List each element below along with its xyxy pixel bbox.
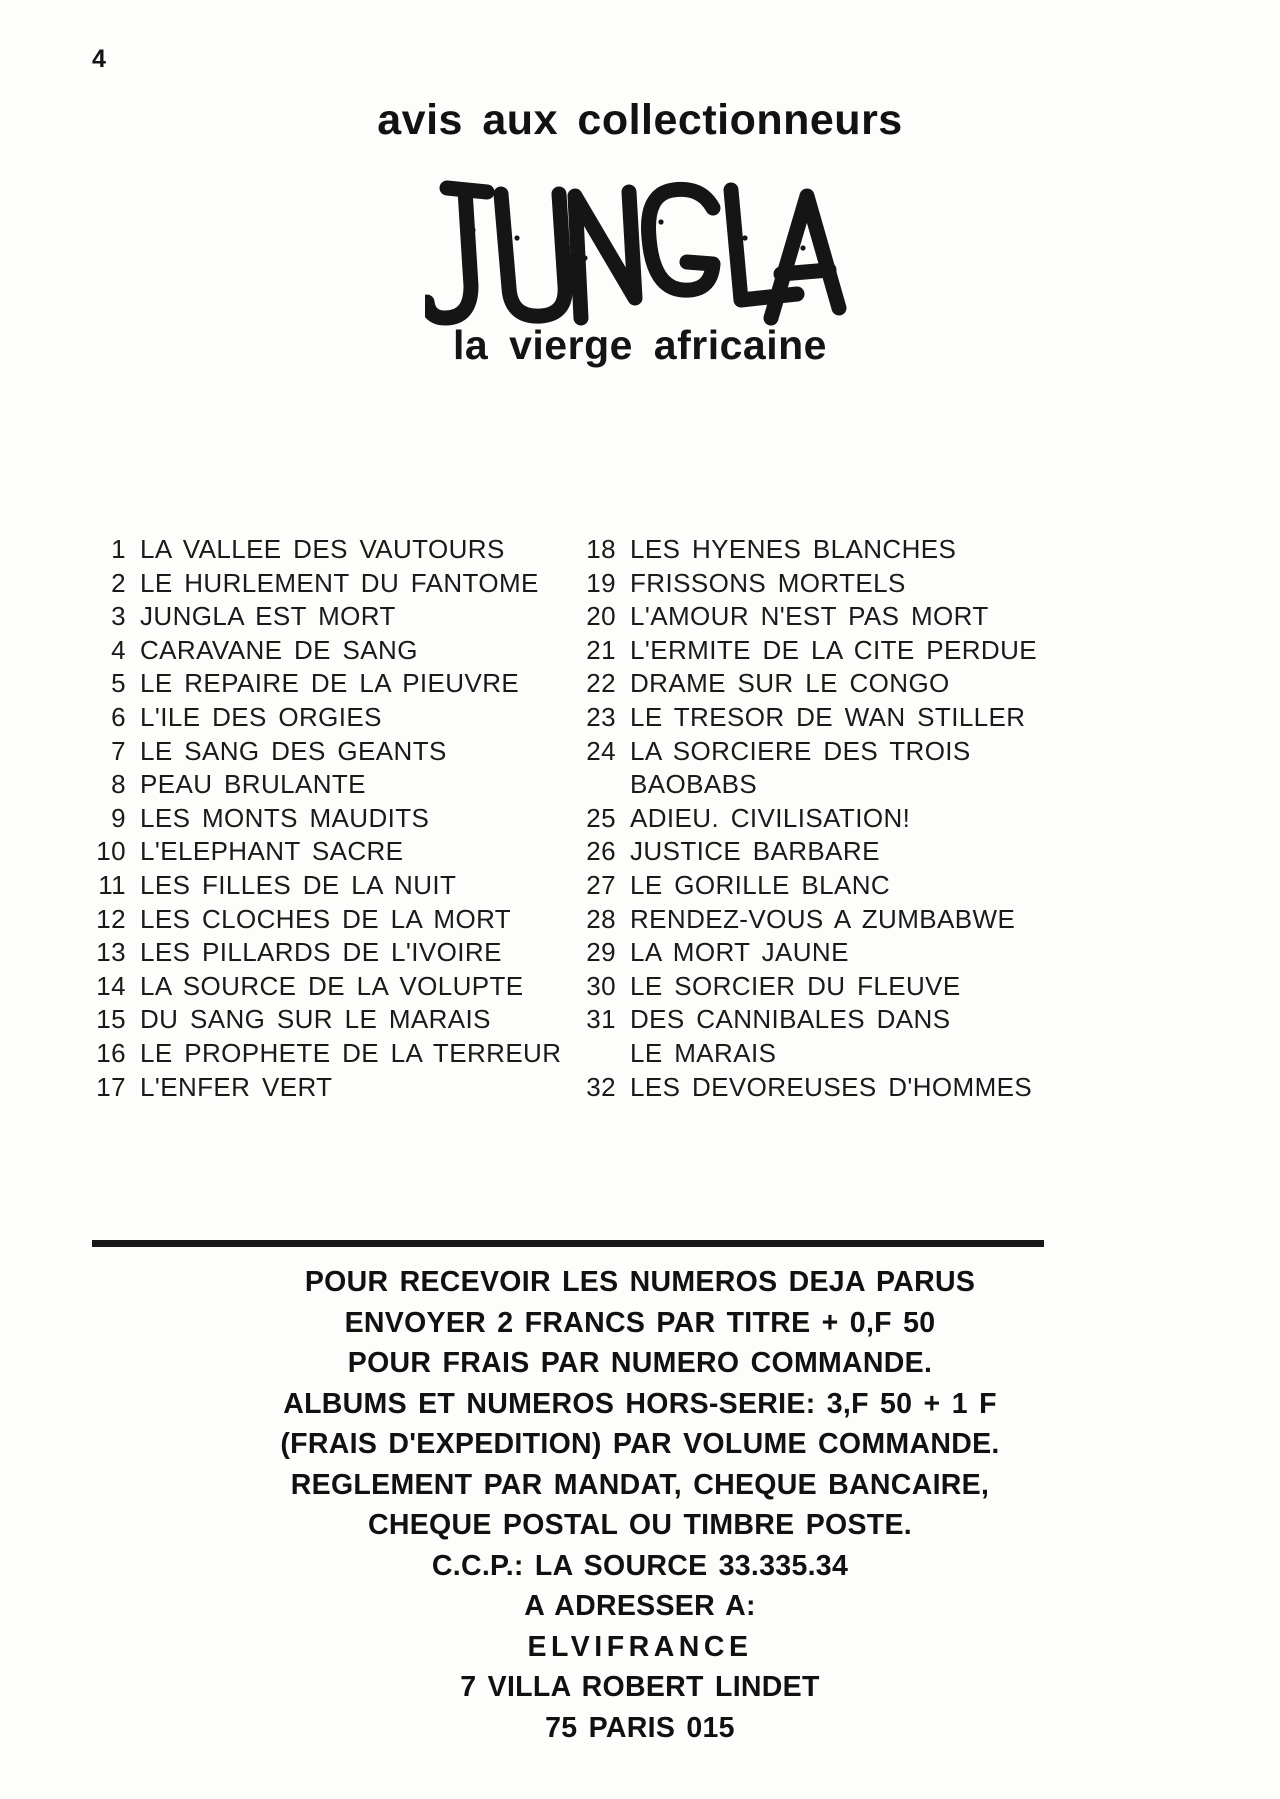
catalog-entry-number: 30	[586, 970, 616, 1001]
catalog-entry-title: DU SANG SUR LE MARAIS	[140, 1004, 491, 1035]
catalog-entry-number: 28	[586, 903, 616, 934]
catalog-entry	[88, 1003, 578, 1037]
catalog-entry	[578, 533, 1058, 567]
catalog-entry	[578, 667, 1058, 701]
catalog-entry	[578, 835, 1058, 869]
catalog-entry-title: LA VALLEE DES VAUTOURS	[140, 534, 505, 564]
catalog-entry-number: 19	[586, 567, 616, 598]
catalog-entry-number: 14	[96, 970, 126, 1001]
page-title: avis aux collectionneurs	[377, 96, 903, 144]
catalog-entry-title: L'ERMITE DE LA CITE PERDUE	[630, 634, 1038, 665]
catalog-entry	[88, 600, 578, 634]
catalog-entry-number: 31	[586, 1004, 616, 1035]
catalog-entry-number: 7	[111, 735, 126, 766]
catalog-entry-number: 9	[111, 802, 126, 833]
catalog-entry-title: LE HURLEMENT DU FANTOME	[140, 567, 539, 598]
catalog-entry	[578, 1003, 1058, 1037]
catalog-entry-number: 29	[586, 937, 616, 968]
catalog-list	[88, 533, 1088, 1104]
catalog-entry-title: L'AMOUR N'EST PAS MORT	[630, 601, 989, 632]
catalog-entry	[578, 567, 1058, 601]
catalog-entry-number: 32	[586, 1071, 616, 1102]
catalog-entry-number: 6	[111, 701, 126, 732]
catalog-entry	[88, 567, 578, 601]
catalog-entry-title: RENDEZ-VOUS A ZUMBABWE	[630, 903, 1016, 934]
catalog-entry	[88, 1037, 578, 1071]
catalog-entry	[578, 903, 1058, 937]
page-subtitle: la vierge africaine	[453, 322, 827, 368]
catalog-entry-title: DES CANNIBALES DANS	[630, 1004, 951, 1035]
catalog-entry-number: 17	[96, 1071, 126, 1102]
catalog-entry-number: 5	[111, 668, 126, 699]
catalog-entry-title: LES HYENES BLANCHES	[630, 534, 957, 564]
order-info-line: ENVOYER 2 FRANCS PAR TITRE + 0,F 50	[344, 1306, 936, 1339]
page-number: 4	[92, 45, 106, 73]
catalog-entry-number: 27	[586, 869, 616, 900]
catalog-entry	[578, 768, 1058, 802]
catalog-entry-title: CARAVANE DE SANG	[140, 634, 418, 665]
catalog-entry	[578, 970, 1058, 1004]
catalog-entry-title: LE MARAIS	[630, 1037, 777, 1068]
catalog-entry	[88, 903, 578, 937]
order-info-line: CHEQUE POSTAL OU TIMBRE POSTE.	[367, 1509, 913, 1541]
order-info-line: 75 PARIS 015	[545, 1711, 735, 1744]
catalog-entry-number: 3	[111, 601, 126, 632]
catalog-entry-title: ADIEU. CIVILISATION!	[630, 802, 911, 833]
order-info-line: POUR FRAIS PAR NUMERO COMMANDE.	[347, 1347, 933, 1379]
catalog-entry-title: L'ELEPHANT SACRE	[140, 836, 404, 867]
catalog-entry-title: LES DEVOREUSES D'HOMMES	[630, 1071, 1033, 1102]
catalog-entry	[88, 667, 578, 701]
catalog-entry-number: 13	[96, 937, 126, 968]
catalog-entry	[88, 768, 578, 802]
order-info-line: C.C.P.: LA SOURCE 33.335.34	[431, 1549, 849, 1582]
catalog-entry-number: 16	[96, 1037, 126, 1068]
catalog-entry-number: 4	[111, 634, 126, 665]
catalog-entry-number: 1	[111, 534, 126, 564]
catalog-entry-number: 15	[96, 1004, 126, 1035]
catalog-entry-title: LES CLOCHES DE LA MORT	[140, 903, 512, 934]
catalog-entry-title: JUNGLA EST MORT	[140, 601, 396, 632]
catalog-entry	[88, 835, 578, 869]
catalog-entry-number: 10	[96, 836, 126, 867]
catalog-entry	[88, 735, 578, 769]
catalog-entry-title: LE PROPHETE DE LA TERREUR	[140, 1037, 562, 1068]
catalog-entry-number: 2	[111, 567, 126, 598]
order-info-line: ELVIFRANCE	[527, 1630, 753, 1663]
order-info-line: ALBUMS ET NUMEROS HORS-SERIE: 3,F 50 + 1 F	[283, 1387, 997, 1420]
catalog-entry-number: 8	[111, 769, 126, 800]
catalog-entry	[578, 1037, 1058, 1071]
catalog-entry-number: 21	[586, 634, 616, 665]
catalog-entry	[88, 533, 578, 567]
catalog-entry-title: LES MONTS MAUDITS	[140, 802, 430, 833]
catalog-entry-number: 12	[96, 903, 126, 934]
horizontal-rule	[92, 1240, 1044, 1247]
catalog-entry-number: 22	[586, 668, 616, 699]
catalog-entry-title: JUSTICE BARBARE	[630, 836, 880, 867]
catalog-entry-title: L'ILE DES ORGIES	[140, 701, 382, 732]
catalog-entry-number: 20	[586, 601, 616, 632]
catalog-entry-number: 18	[586, 534, 616, 564]
catalog-entry	[88, 701, 578, 735]
order-info-line: 7 VILLA ROBERT LINDET	[460, 1671, 820, 1703]
order-info-line: A ADRESSER A:	[524, 1590, 756, 1622]
catalog-entry	[88, 970, 578, 1004]
catalog-entry-title: DRAME SUR LE CONGO	[630, 668, 950, 699]
catalog-entry	[88, 936, 578, 970]
catalog-entry-title: LA SORCIERE DES TROIS	[630, 735, 971, 766]
catalog-entry	[578, 634, 1058, 668]
catalog-entry-title: LE GORILLE BLANC	[630, 869, 891, 900]
catalog-entry	[578, 701, 1058, 735]
catalog-entry-number: 23	[586, 701, 616, 732]
order-info-line: REGLEMENT PAR MANDAT, CHEQUE BANCAIRE,	[290, 1468, 990, 1501]
catalog-entry-title: LA SOURCE DE LA VOLUPTE	[140, 970, 524, 1001]
catalog-entry-number: 24	[586, 735, 616, 766]
catalog-entry	[88, 802, 578, 836]
catalog-entry-number: 26	[586, 836, 616, 867]
catalog-entry	[578, 936, 1058, 970]
order-info-line: (FRAIS D'EXPEDITION) PAR VOLUME COMMANDE.	[280, 1428, 1000, 1460]
catalog-entry	[578, 869, 1058, 903]
catalog-entry-title: LES FILLES DE LA NUIT	[140, 869, 457, 900]
catalog-entry-number: 11	[98, 869, 126, 900]
catalog-entry-title: FRISSONS MORTELS	[630, 567, 906, 598]
catalog-entry-title: BAOBABS	[630, 769, 758, 800]
catalog-entry-title: LA MORT JAUNE	[630, 937, 849, 968]
catalog-entry	[578, 802, 1058, 836]
order-info-line: POUR RECEVOIR LES NUMEROS DEJA PARUS	[304, 1266, 976, 1298]
catalog-entry	[88, 1071, 578, 1105]
catalog-entry	[88, 634, 578, 668]
catalog-entry-number: 25	[586, 802, 616, 833]
catalog-entry-title: LE SANG DES GEANTS	[140, 735, 447, 766]
catalog-entry-title: LE REPAIRE DE LA PIEUVRE	[140, 668, 520, 699]
catalog-entry-title: PEAU BRULANTE	[140, 769, 366, 800]
catalog-entry	[88, 869, 578, 903]
catalog-entry	[578, 735, 1058, 769]
catalog-entry-title: LE SORCIER DU FLEUVE	[630, 970, 961, 1001]
catalog-entry-title: L'ENFER VERT	[140, 1071, 333, 1102]
catalog-entry	[578, 1071, 1058, 1105]
order-info-block	[0, 1262, 1280, 1748]
catalog-entry-title: LE TRESOR DE WAN STILLER	[630, 701, 1026, 732]
catalog-column-left	[88, 533, 578, 1104]
jungla-logo-icon	[425, 168, 855, 343]
catalog-entry	[578, 600, 1058, 634]
catalog-entry-title: LES PILLARDS DE L'IVOIRE	[140, 937, 502, 968]
catalog-column-right	[578, 533, 1058, 1104]
